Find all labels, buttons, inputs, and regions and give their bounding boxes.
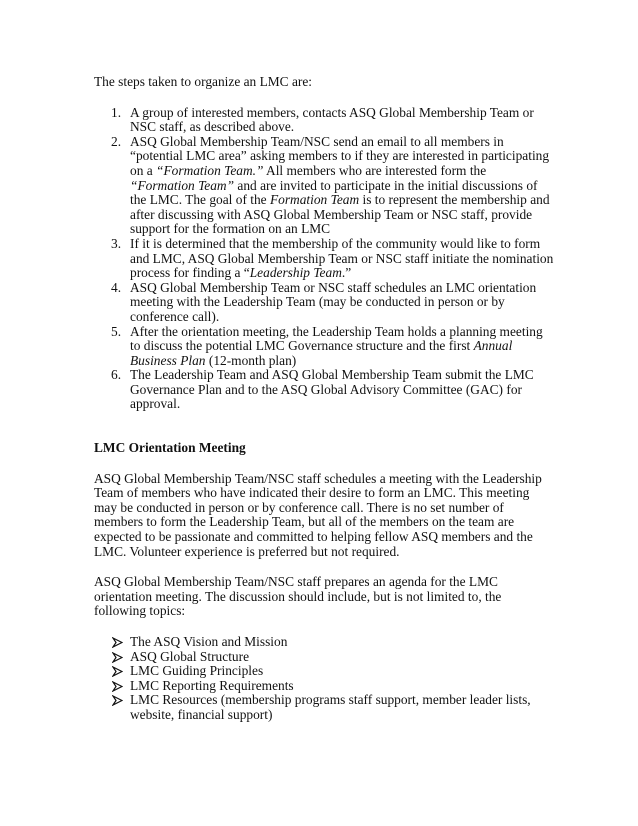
document-page	[94, 75, 554, 723]
topic-item	[94, 693, 554, 722]
step-emphasis: Annual Business Plan	[130, 338, 513, 368]
step-text: and are invited to participate in the initial discussions of the LMC. The goal of the	[130, 177, 538, 208]
topics-list	[94, 635, 554, 723]
topic-text: The ASQ Vision and Mission	[130, 634, 288, 649]
topic-item	[94, 650, 554, 665]
step-number: 1.	[111, 104, 122, 120]
arrowhead-bullet-icon	[112, 681, 123, 692]
step-item	[94, 106, 554, 135]
step-item	[94, 281, 554, 325]
intro-text: The steps taken to organize an LMC are:	[94, 74, 313, 89]
topic-text: ASQ Global Structure	[130, 648, 250, 664]
step-text: If it is determined that the membership of the community would like to form and LMC, ASQ Global Membership Team or NSC staff initiate the nomination process for finding a “	[130, 235, 554, 281]
step-item	[94, 135, 554, 237]
step-text: The Leadership Team and ASQ Global Membership Team submit the LMC Governance Plan and to the ASQ Global Advisory Committee (GAC) for approval.	[130, 367, 534, 412]
topic-item	[94, 679, 554, 694]
step-text: ASQ Global Membership Team or NSC staff schedules an LMC orientation meeting with the Leadership Team (may be conducted in person or by conference call).	[130, 279, 537, 324]
step-text: .”	[341, 265, 352, 281]
topic-item	[94, 635, 554, 650]
step-text: All members who are interested form the	[263, 162, 487, 178]
step-item	[94, 368, 554, 412]
topic-item	[94, 664, 554, 679]
topic-text: LMC Reporting Requirements	[130, 677, 294, 693]
orientation-paragraph-2: ASQ Global Membership Team/NSC staff prepares an agenda for the LMC orientation meeting. The discussion should include, but is not limited to, the following topics:	[94, 574, 502, 619]
step-text: (12-month plan)	[205, 352, 297, 368]
step-emphasis: Formation Team	[269, 192, 360, 208]
step-item	[94, 325, 554, 369]
step-text: After the orientation meeting, the Leadership Team holds a planning meeting to discuss the potential LMC Governance structure and the first	[130, 323, 543, 354]
arrowhead-bullet-icon	[112, 637, 123, 648]
topic-text: LMC Resources (membership programs staff support, member leader lists, website, financial support)	[130, 692, 531, 722]
orientation-paragraph-1: ASQ Global Membership Team/NSC staff schedules a meeting with the Leadership Team of members who have indicated their desire to form an LMC. This meeting may be conducted in person or by conference call. There is no set number of members to form the Leadership Team, but all of the members on the team are expected to be passionate and committed to helping fellow ASQ members and the LMC. Volunteer experience is preferred but not required.	[94, 470, 542, 559]
step-emphasis: “Formation Team”	[130, 177, 235, 193]
topic-text: LMC Guiding Principles	[130, 663, 264, 679]
arrowhead-bullet-icon	[112, 695, 123, 706]
step-text: is to represent the membership and after discussing with ASQ Global Membership Team or NSC staff, provide support for the formation on an LMC	[130, 192, 550, 237]
step-emphasis: “Formation Team.”	[156, 162, 264, 178]
step-number: 6.	[111, 367, 122, 383]
arrowhead-bullet-icon	[112, 666, 123, 677]
step-number: 2.	[111, 133, 122, 149]
step-text: A group of interested members, contacts ASQ Global Membership Team or NSC staff, as described above.	[130, 104, 534, 135]
step-number: 5.	[111, 323, 122, 339]
step-item	[94, 237, 554, 281]
steps-list	[94, 106, 554, 412]
arrowhead-bullet-icon	[112, 652, 123, 663]
step-number: 4.	[111, 279, 122, 295]
section-heading: LMC Orientation Meeting	[94, 440, 246, 456]
step-text: ASQ Global Membership Team/NSC send an email to all members in “potential LMC area” asking members to if they are interested in participating on a	[130, 133, 550, 178]
step-number: 3.	[111, 235, 122, 251]
step-emphasis: Leadership Team	[249, 265, 342, 281]
